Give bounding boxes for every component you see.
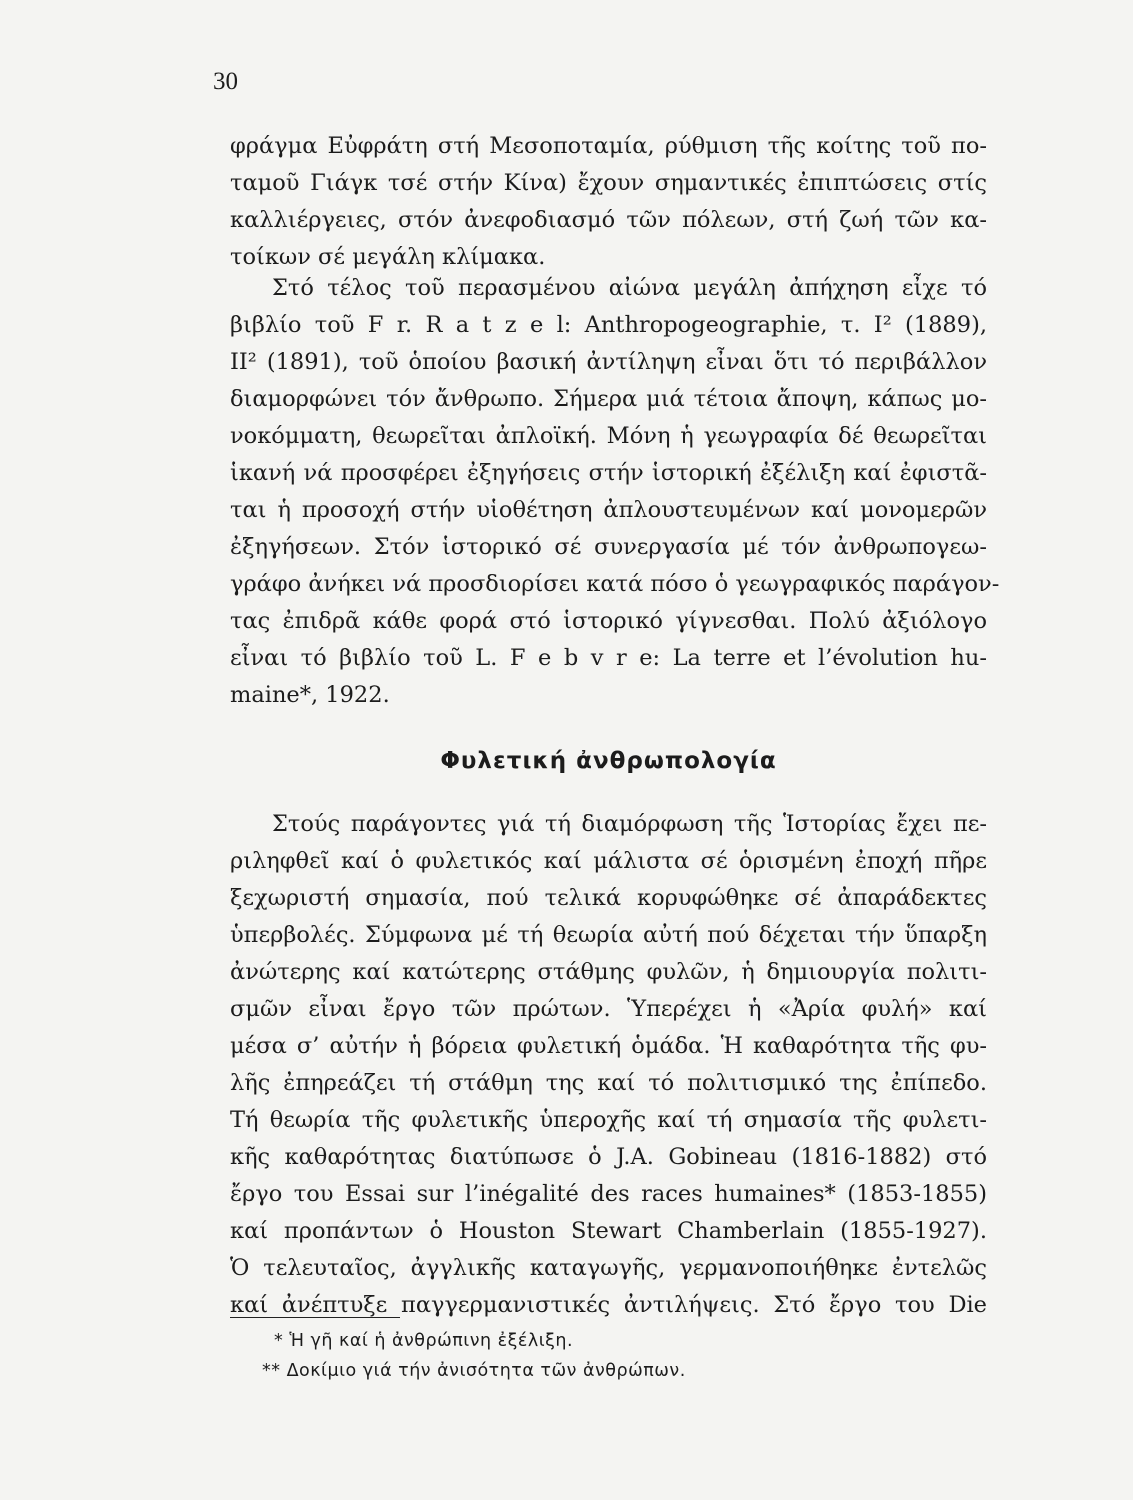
- text-line: ται ἡ προσοχή στήν υἱοθέτηση ἀπλουστευμένων καί μονομερῶν: [230, 497, 987, 523]
- text-line: ριληφθεῖ καί ὁ φυλετικός καί μάλιστα σέ ὁρισμένη ἐποχή πῆρε: [230, 848, 987, 874]
- text-line: ἀνώτερης καί κατώτερης στάθμης φυλῶν, ἡ δημιουργία πολιτι-: [230, 959, 987, 985]
- text-line: διαμορφώνει τόν ἄνθρωπο. Σήμερα μιά τέτοια ἄποψη, κάπως μο-: [230, 386, 987, 412]
- text-line: ταμοῦ Γιάγκ τσέ στήν Κίνα) ἔχουν σημαντικές ἐπιπτώσεις στίς: [230, 170, 987, 196]
- text-line: Ὁ τελευταῖος, ἀγγλικῆς καταγωγῆς, γερμανοποιήθηκε ἐντελῶς: [230, 1255, 987, 1281]
- text-line: φράγμα Εὐφράτη στή Μεσοποταμία, ρύθμιση τῆς κοίτης τοῦ πο-: [230, 133, 987, 159]
- text-line: καί ἀνέπτυξε παγγερμανιστικές ἀντιλήψεις. Στό ἔργο του Die: [230, 1292, 987, 1318]
- footnote-divider: [230, 1317, 400, 1318]
- section-heading: Φυλετική ἀνθρωπολογία: [440, 748, 777, 774]
- text-line: γράφο ἀνήκει νά προσδιορίσει κατά πόσο ὁ γεωγραφικός παράγον-: [230, 571, 1000, 597]
- text-line: ὑπερβολές. Σύμφωνα μέ τή θεωρία αὐτή πού δέχεται τήν ὕπαρξη: [230, 922, 987, 948]
- text-line: λῆς ἐπηρεάζει τή στάθμη της καί τό πολιτισμικό της ἐπίπεδο.: [230, 1070, 987, 1096]
- text-line: καί προπάντων ὁ Houston Stewart Chamberlain (1855-1927).: [230, 1218, 987, 1244]
- text-line: βιβλίο τοῦ F r. R a t z e l: Anthropogeographie, τ. I² (1889),: [230, 312, 987, 338]
- footnote-1: * Ἡ γῆ καί ἡ ἀνθρώπινη ἐξέλιξη.: [274, 1331, 574, 1351]
- text-line: τοίκων σέ μεγάλη κλίμακα.: [230, 244, 546, 270]
- text-line: τας ἐπιδρᾶ κάθε φορά στό ἱστορικό γίγνεσθαι. Πολύ ἀξιόλογο: [230, 608, 987, 634]
- text-line: καλλιέργειες, στόν ἀνεφοδιασμό τῶν πόλεων, στή ζωή τῶν κα-: [230, 207, 987, 233]
- text-line: Στούς παράγοντες γιά τή διαμόρφωση τῆς Ἱστορίας ἔχει πε-: [272, 811, 987, 837]
- text-line: ἐξηγήσεων. Στόν ἱστορικό σέ συνεργασία μέ τόν ἀνθρωπογεω-: [230, 534, 987, 560]
- footnote-2: ** Δοκίμιο γιά τήν ἀνισότητα τῶν ἀνθρώπων.: [262, 1361, 686, 1381]
- footnotes: [262, 1326, 686, 1386]
- text-line: ξεχωριστή σημασία, πού τελικά κορυφώθηκε σέ ἀπαράδεκτες: [230, 885, 987, 911]
- text-line: νοκόμματη, θεωρεῖται ἀπλοϊκή. Μόνη ἡ γεωγραφία δέ θεωρεῖται: [230, 423, 987, 449]
- paragraph-3: [230, 806, 987, 1324]
- text-line: maine*, 1922.: [230, 682, 390, 708]
- text-line: Τή θεωρία τῆς φυλετικῆς ὑπεροχῆς καί τή σημασία τῆς φυλετι-: [230, 1107, 987, 1133]
- text-line: ἱκανή νά προσφέρει ἐξηγήσεις στήν ἱστορική ἐξέλιξη καί ἐφιστᾶ-: [230, 460, 987, 486]
- page-number: 30: [213, 68, 238, 95]
- text-line: κῆς καθαρότητας διατύπωσε ὁ J.A. Gobineau (1816-1882) στό: [230, 1144, 987, 1170]
- text-line: ἔργο του Essai sur l’inégalité des races humaines* (1853-1855): [230, 1181, 987, 1207]
- text-line: σμῶν εἶναι ἔργο τῶν πρώτων. Ὑπερέχει ἡ «Ἀρία φυλή» καί: [230, 996, 987, 1022]
- text-line: II² (1891), τοῦ ὁποίου βασική ἀντίληψη εἶναι ὅτι τό περιβάλλον: [230, 349, 987, 375]
- text-line: Στό τέλος τοῦ περασμένου αἰώνα μεγάλη ἀπήχηση εἶχε τό: [272, 275, 987, 301]
- paragraph-2: [230, 270, 1000, 714]
- text-line: μέσα σ’ αὐτήν ἡ βόρεια φυλετική ὁμάδα. Ἡ καθαρότητα τῆς φυ-: [230, 1033, 987, 1059]
- paragraph-1: [230, 128, 987, 276]
- text-line: εἶναι τό βιβλίο τοῦ L. F e b v r e: La terre et l’évolution hu-: [230, 645, 987, 671]
